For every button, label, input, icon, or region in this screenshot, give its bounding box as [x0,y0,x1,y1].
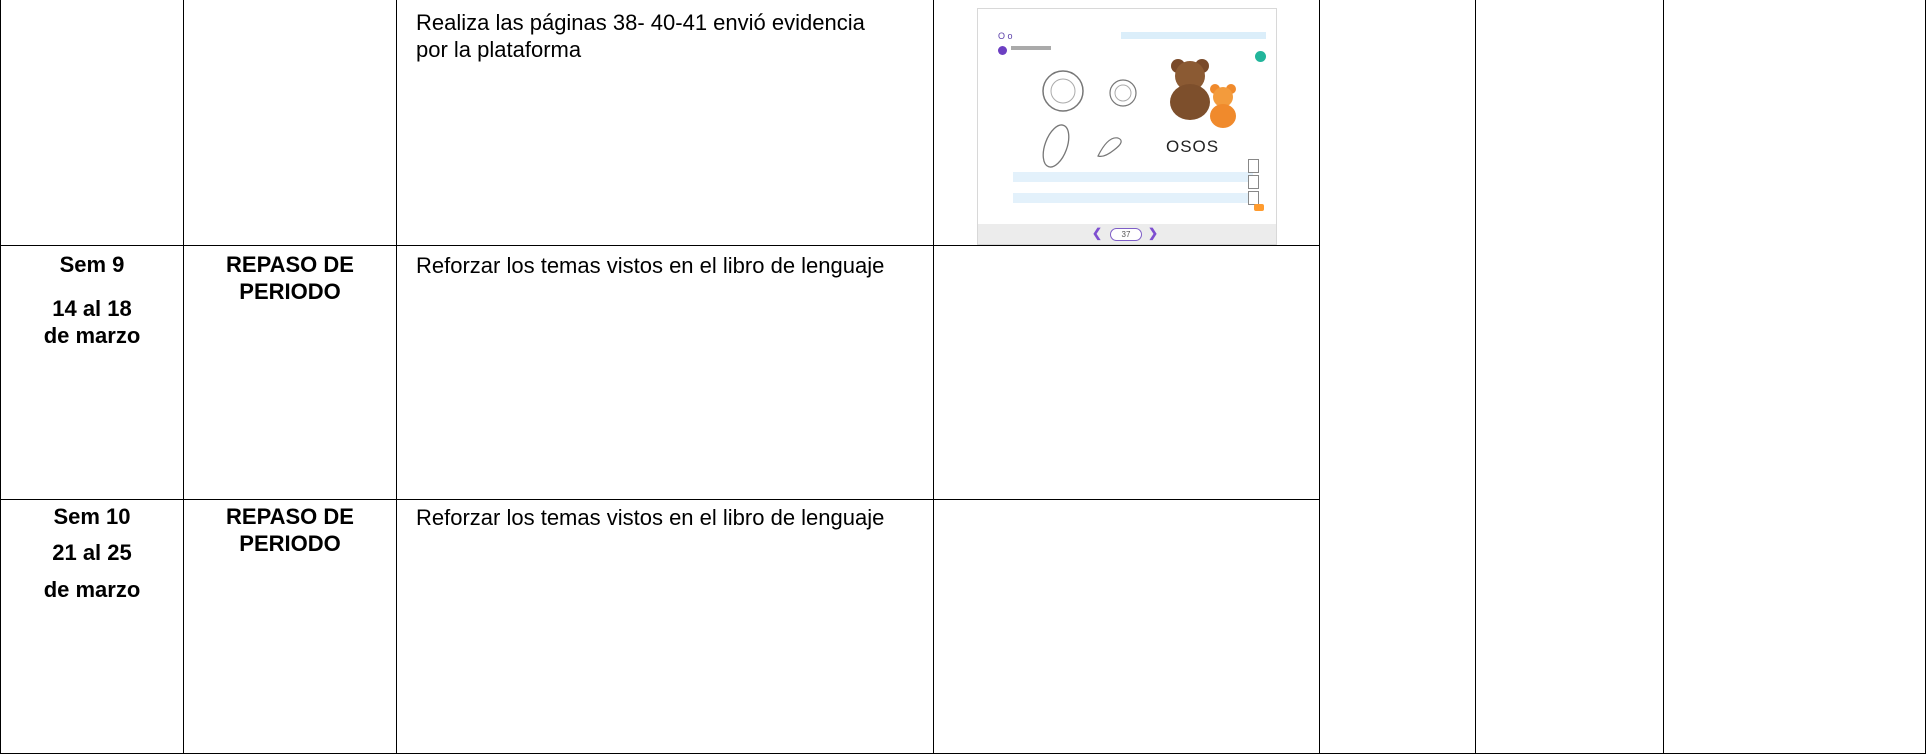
row-divider [0,245,1320,246]
table-row [397,0,933,245]
table-border-left [0,0,1,754]
topic-label: REPASO DE PERIODO [226,504,354,556]
activity-text: Reforzar los temas vistos en el libro de lenguaje [416,253,885,278]
week-label: Sem 10 [53,504,131,529]
week-dates: 14 al 18 de marzo [43,296,141,348]
thumbnail-word: OSOS [1166,137,1220,156]
topic-cell [184,501,396,557]
col-divider [1319,0,1320,754]
teddy-bears-icon [1158,54,1248,129]
page-number: 37 [1110,228,1142,241]
badge-icon [1255,51,1266,62]
exercise-number-icon [998,46,1007,55]
week-cell [1,501,183,608]
letter-o-tracing-icon [1038,61,1178,171]
col-divider [1663,0,1664,754]
workbook-page-thumbnail [977,8,1277,245]
table-border-right [1925,0,1926,754]
thumbnail-footer [978,224,1276,244]
week-label: Sem 9 [59,252,125,277]
topic-cell [184,247,396,305]
activity-text: Realiza las páginas 38- 40-41 envió evidencia por la plataforma [416,10,865,62]
row-divider [0,499,1320,500]
chevron-right-icon: ❯ [1148,226,1159,240]
topic-label: REPASO DE PERIODO [226,252,354,304]
activity-text: Reforzar los temas vistos en el libro de lenguaje [416,505,885,530]
chevron-left-icon: ❮ [1092,226,1103,240]
activity-cell [397,501,933,531]
week-dates: 21 al 25 de marzo [43,540,141,602]
col-divider [1475,0,1476,754]
week-cell [1,247,183,349]
thumbnail-heading: O o [998,31,1013,41]
col-divider [183,0,184,754]
col-divider [933,0,934,754]
activity-cell [397,247,933,279]
